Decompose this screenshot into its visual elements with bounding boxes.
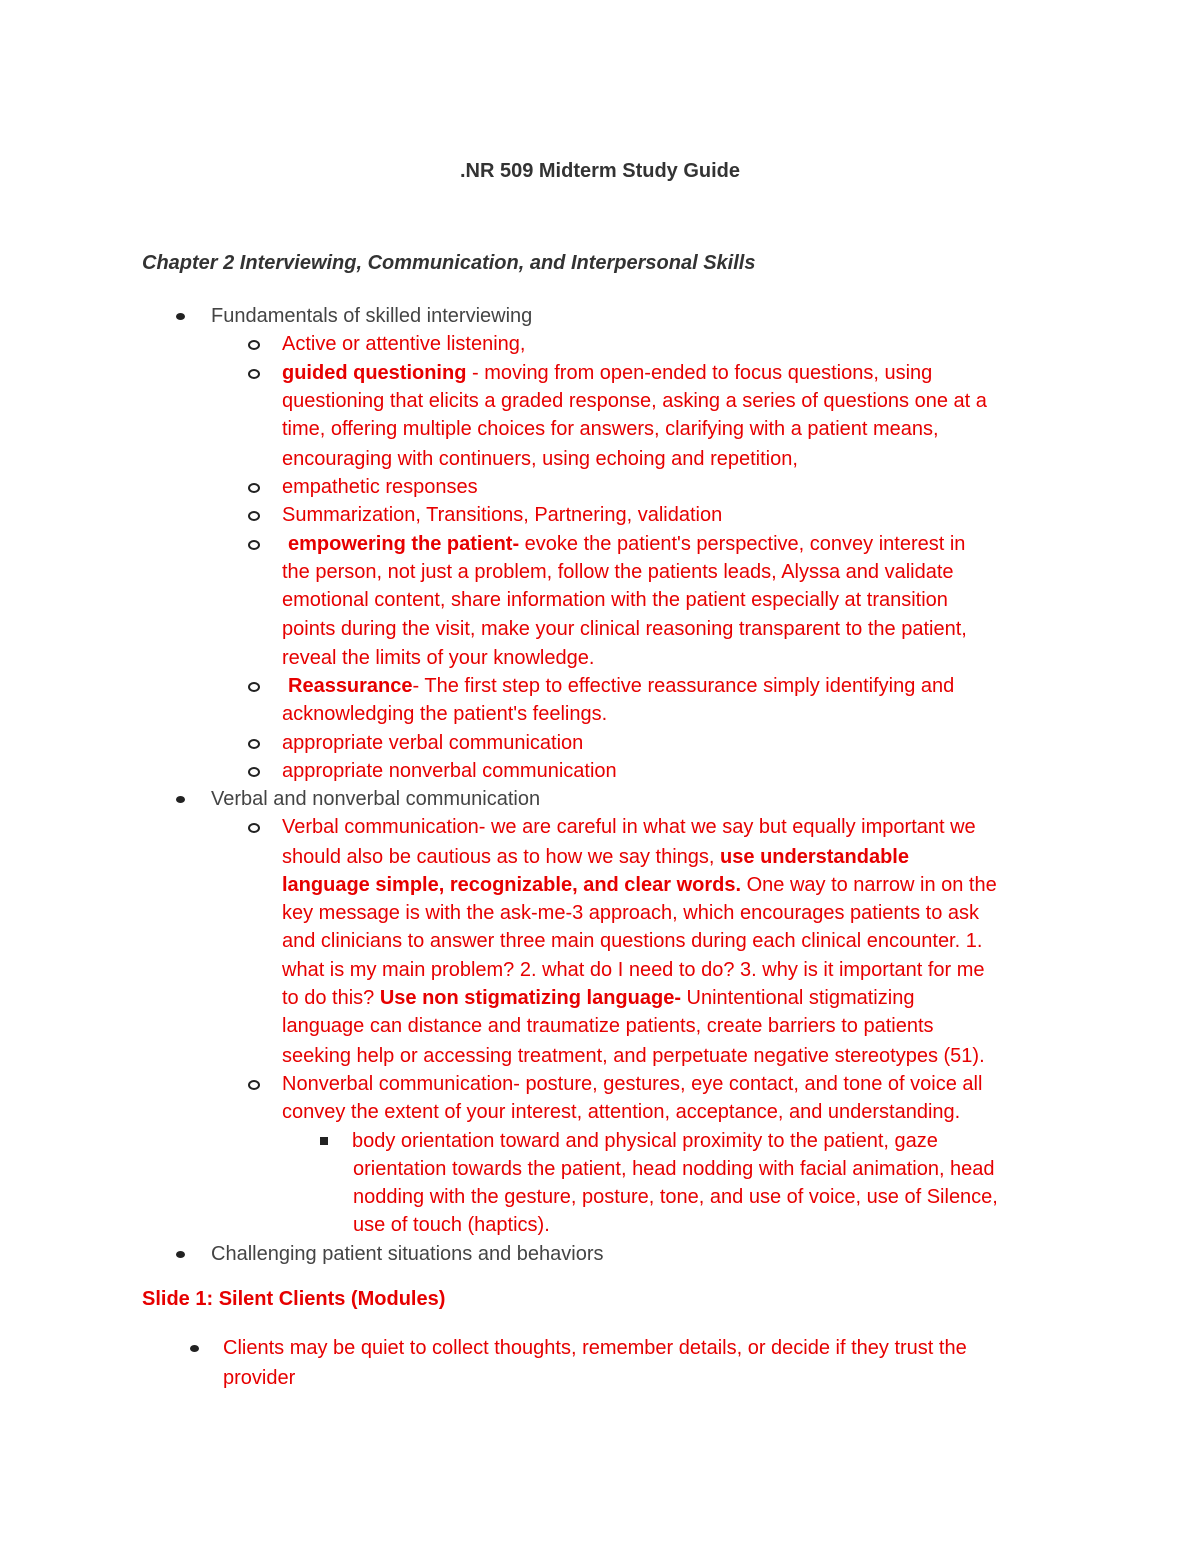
list-item: empathetic responses <box>282 476 478 498</box>
text-line: points during the visit, make your clinical reasoning transparent to the patient, <box>282 618 967 640</box>
text-run: evoke the patient's perspective, convey interest in <box>519 533 966 555</box>
list-item: appropriate verbal communication <box>282 732 584 754</box>
bold-term: Use non stigmatizing language- <box>379 987 681 1009</box>
text-line <box>282 871 997 899</box>
text-line: what is my main problem? 2. what do I need to do? 3. why is it important for me <box>282 959 985 981</box>
page-title: .NR 509 Midterm Study Guide <box>459 160 741 182</box>
text-line: provider <box>223 1367 296 1389</box>
chapter-heading: Chapter 2 Interviewing, Communication, and Interpersonal Skills <box>142 252 756 274</box>
bullet-icon <box>176 1251 185 1258</box>
list-item: Active or attentive listening, <box>282 333 526 355</box>
bold-term: empowering the patient- <box>288 533 520 555</box>
circle-bullet-icon <box>248 682 260 692</box>
text-run: - moving from open-ended to focus questions, using <box>466 362 933 384</box>
bold-term: guided questioning <box>282 362 467 384</box>
text-run: Unintentional stigmatizing <box>680 987 915 1009</box>
circle-bullet-icon <box>248 767 260 777</box>
square-bullet-icon <box>320 1137 328 1145</box>
text-line: key message is with the ask-me-3 approach, which encourages patients to ask <box>282 902 980 924</box>
text-line: acknowledging the patient's feelings. <box>282 703 608 725</box>
list-item <box>282 359 932 387</box>
text-line: encouraging with continuers, using echoing and repetition, <box>282 448 798 470</box>
list-item: Summarization, Transitions, Partnering, validation <box>282 504 723 526</box>
text-line <box>282 984 914 1012</box>
text-line: language can distance and traumatize patients, create barriers to patients <box>282 1015 934 1037</box>
text-line <box>282 843 909 871</box>
circle-bullet-icon <box>248 739 260 749</box>
text-run: - The first step to effective reassurance simply identifying and <box>412 675 955 697</box>
list-item: Challenging patient situations and behaviors <box>211 1243 604 1265</box>
list-item <box>288 672 954 700</box>
bullet-icon <box>190 1345 199 1352</box>
circle-bullet-icon <box>248 823 260 833</box>
list-item: Nonverbal communication- posture, gestures, eye contact, and tone of voice all <box>282 1073 983 1095</box>
text-line: time, offering multiple choices for answers, clarifying with a patient means, <box>282 418 939 440</box>
circle-bullet-icon <box>248 540 260 550</box>
text-line: seeking help or accessing treatment, and perpetuate negative stereotypes (51). <box>282 1045 985 1067</box>
circle-bullet-icon <box>248 483 260 493</box>
text-line: the person, not just a problem, follow the patients leads, Alyssa and validate <box>282 561 954 583</box>
bold-term: use understandable <box>720 846 909 868</box>
text-line: nodding with the gesture, posture, tone, and use of voice, use of Silence, <box>353 1186 998 1208</box>
circle-bullet-icon <box>248 1080 260 1090</box>
text-line: convey the extent of your interest, attention, acceptance, and understanding. <box>282 1101 961 1123</box>
list-item: Verbal communication- we are careful in what we say but equally important we <box>282 816 976 838</box>
list-item <box>288 530 965 558</box>
text-line: and clinicians to answer three main questions during each clinical encounter. 1. <box>282 930 983 952</box>
text-run: should also be cautious as to how we say things, <box>282 846 721 868</box>
list-item: Clients may be quiet to collect thoughts, remember details, or decide if they trust the <box>223 1337 967 1359</box>
text-run: to do this? <box>282 987 380 1009</box>
list-item: appropriate nonverbal communication <box>282 760 617 782</box>
text-line: questioning that elicits a graded response, asking a series of questions one at a <box>282 390 987 412</box>
bullet-icon <box>176 796 185 803</box>
text-line: emotional content, share information with the patient especially at transition <box>282 589 948 611</box>
bold-term: language simple, recognizable, and clear words. <box>282 874 742 896</box>
circle-bullet-icon <box>248 369 260 379</box>
list-item: body orientation toward and physical proximity to the patient, gaze <box>352 1130 938 1152</box>
text-line: reveal the limits of your knowledge. <box>282 647 595 669</box>
circle-bullet-icon <box>248 511 260 521</box>
text-run: One way to narrow in on the <box>741 874 997 896</box>
bold-term: Reassurance <box>288 675 413 697</box>
slide-heading: Slide 1: Silent Clients (Modules) <box>142 1288 446 1310</box>
text-line: orientation towards the patient, head nodding with facial animation, head <box>353 1158 995 1180</box>
text-line: use of touch (haptics). <box>353 1214 550 1236</box>
list-item: Fundamentals of skilled interviewing <box>211 305 533 327</box>
list-item: Verbal and nonverbal communication <box>211 788 541 810</box>
bullet-icon <box>176 313 185 320</box>
circle-bullet-icon <box>248 340 260 350</box>
